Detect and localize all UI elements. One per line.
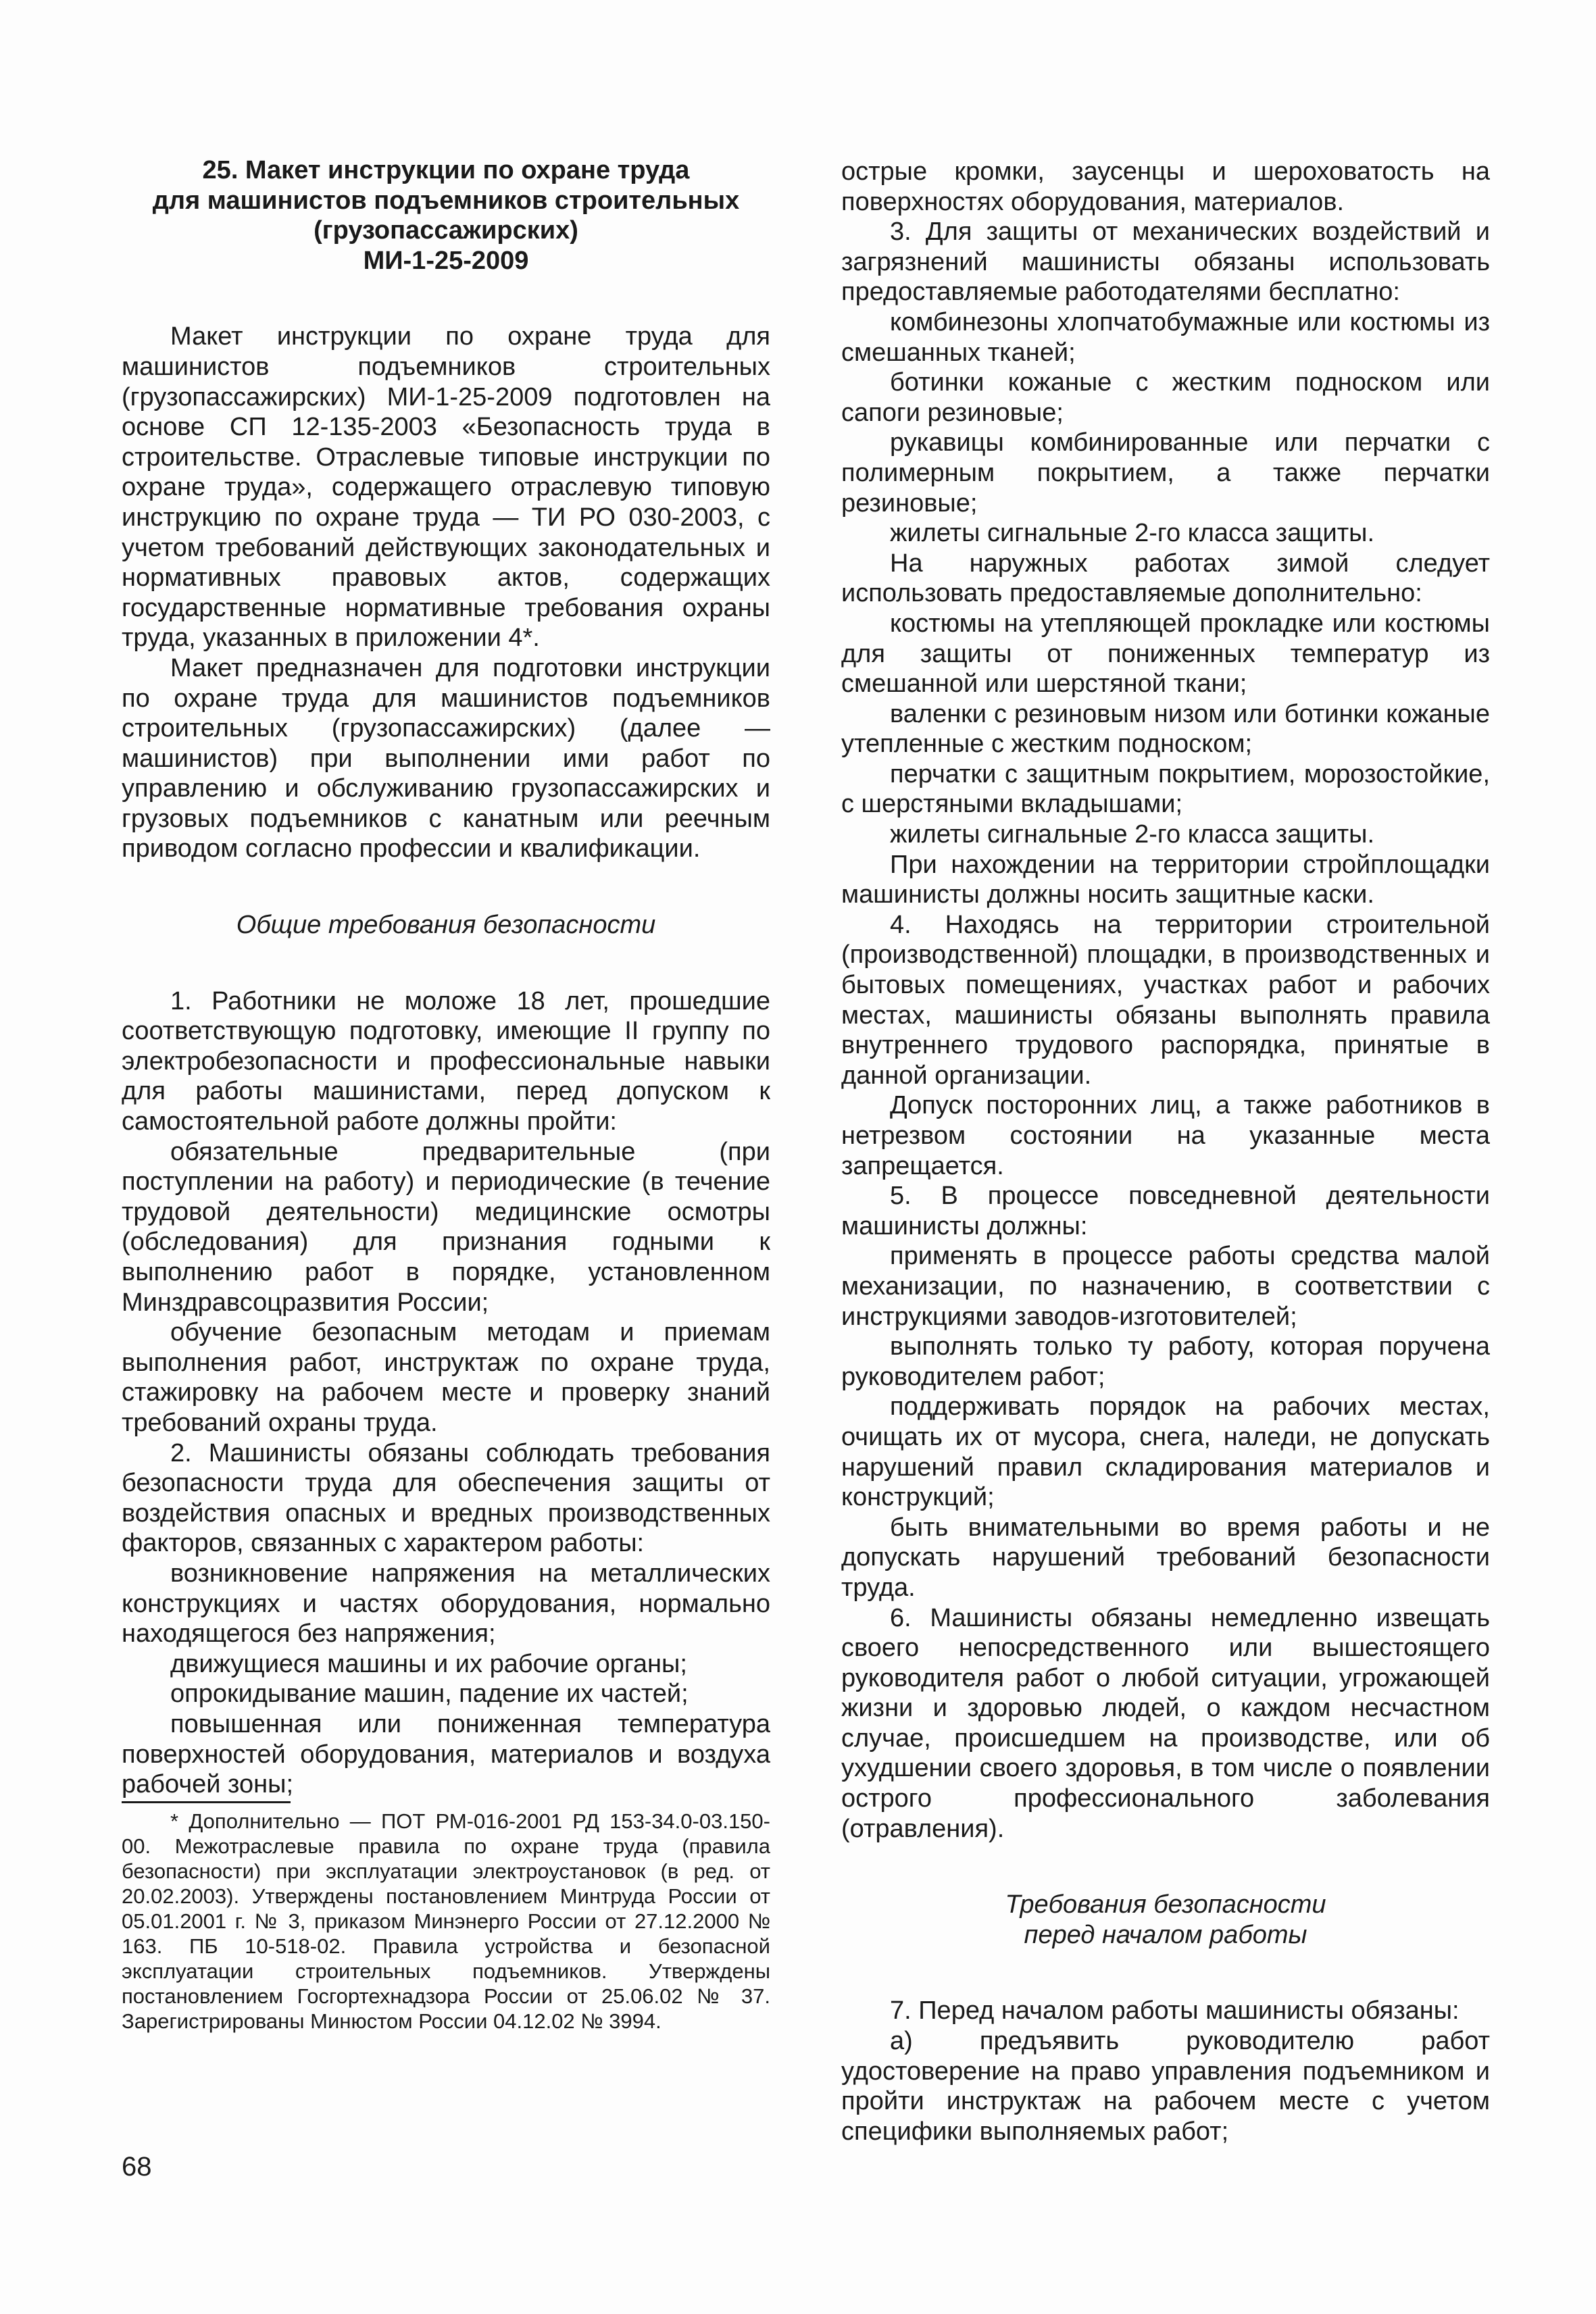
paragraph: перчатки с защитным покрытием, морозостойкие, с шерстяными вкладышами; — [841, 759, 1490, 819]
paragraph: костюмы на утепляющей прокладке или костюмы для защиты от пониженных температур из смешанной или шерстяной ткани; — [841, 609, 1490, 699]
footnote-text: * Дополнительно — ПОТ РМ-016-2001 РД 153-34.0-03.150-00. Межотраслевые правила по охране труда (правила безопасности) при эксплуатации электроустановок (в ред. от 20.02.2003). Утверждены постановлением Минтруда России от 05.01.2001 г. № 3, приказом Минэнерго России от 27.12.2000 № 163. ПБ 10-518-02. Правила устройства и безопасной эксплуатации строительных подъемников. Утверждены постановлением Госгортехнадзора России от 25.06.02 № 37. Зарегистрированы Минюстом России 04.12.02 № 3994. — [122, 1809, 770, 2033]
paragraph: 6. Машинисты обязаны немедленно извещать своего непосредственного или вышестоящего руководителя работ о любой ситуации, угрожающей жизни и здоровью людей, о каждом несчастном случае, происшедшем на производстве, или об ухудшении своего здоровья, в том числе о появлении острого профессионального заболевания (отравления). — [841, 1603, 1490, 1843]
paragraph: возникновение напряжения на металлических конструкциях и частях оборудования, нормально находящегося без напряжения; — [122, 1559, 770, 1649]
left-column — [122, 155, 770, 2034]
continuation-paragraph: острые кромки, заусенцы и шероховатость на поверхностях оборудования, материалов. — [841, 157, 1490, 216]
intro-paragraph: Макет инструкции по охране труда для машинистов подъемников строительных (грузопассажирских) МИ-1-25-2009 подготовлен на основе СП 12-135-2003 «Безопасность труда в строительстве. Отраслевые типовые инструкции по охране труда», содержащего отраслевую типовую инструкцию по охране труда — ТИ РО 030-2003, с учетом требований действующих законодательных и нормативных правовых актов, содержащих государственные нормативные требования охраны труда, указанных в приложении 4*. — [122, 322, 770, 653]
paragraph: Допуск посторонних лиц, а также работников в нетрезвом состоянии на указанные места запрещается. — [841, 1091, 1490, 1180]
paragraph: 3. Для защиты от механических воздействий и загрязнений машинисты обязаны использовать предоставляемые работодателями бесплатно: — [841, 218, 1490, 307]
paragraph: выполнять только ту работу, которая поручена руководителем работ; — [841, 1332, 1490, 1391]
paragraph: поддерживать порядок на рабочих местах, очищать их от мусора, снега, наледи, не допускать нарушений правил складирования материалов и конструкций; — [841, 1392, 1490, 1512]
paragraph: ботинки кожаные с жестким подноском или сапоги резиновые; — [841, 368, 1490, 427]
footnote-divider — [122, 1801, 291, 1803]
title-line: для машинистов подъемников строительных — [152, 186, 740, 215]
paragraph: 5. В процессе повседневной деятельности машинисты должны: — [841, 1182, 1490, 1240]
right-column — [841, 157, 1490, 2146]
paragraph: 2. Машинисты обязаны соблюдать требования безопасности труда для обеспечения защиты от воздействия опасных и вредных производственных факторов, связанных с характером работы: — [122, 1438, 770, 1558]
section-heading — [841, 1890, 1490, 1950]
title-line: (грузопассажирских) — [314, 216, 578, 245]
paragraph: комбинезоны хлопчатобумажные или костюмы из смешанных тканей; — [841, 307, 1490, 367]
page-number: 68 — [122, 2152, 152, 2182]
paragraph: рукавицы комбинированные или перчатки с полимерным покрытием, а также перчатки резиновые; — [841, 428, 1490, 518]
footnote — [122, 1809, 770, 2034]
title-line: МИ-1-25-2009 — [363, 246, 529, 275]
intro-paragraph: Макет предназначен для подготовки инструкции по охране труда для машинистов подъемников строительных (грузопассажирских) (далее — машинистов) при выполнении ими работ по управлению и обслуживанию грузопассажирских и грузовых подъемников с канатным или реечным приводом согласно профессии и квалификации. — [122, 653, 770, 863]
paragraph: движущиеся машины и их рабочие органы; — [170, 1649, 687, 1678]
paragraph: При нахождении на территории стройплощадки машинисты должны носить защитные каски. — [841, 850, 1490, 909]
document-title — [122, 155, 770, 276]
section-heading-line: Требования безопасности — [1005, 1890, 1326, 1919]
paragraph: 7. Перед началом работы машинисты обязаны: — [890, 1996, 1460, 2026]
paragraph: валенки с резиновым низом или ботинки кожаные утепленные с жестким подноском; — [841, 699, 1490, 759]
paragraph: обязательные предварительные (при поступлении на работу) и периодические (в течение трудовой деятельности) медицинские осмотры (обследования) для признания годными к выполнению работ в порядке, установленном Минздравсоцразвития России; — [122, 1137, 770, 1317]
paragraph: 1. Работники не моложе 18 лет, прошедшие соответствующую подготовку, имеющие II группу по электробезопасности и профессиональные навыки для работы машинистами, перед допуском к самостоятельной работе должны пройти: — [122, 986, 770, 1136]
paragraph: жилеты сигнальные 2-го класса защиты. — [890, 820, 1375, 849]
paragraph: быть внимательными во время работы и не допускать нарушений требований безопасности труда. — [841, 1513, 1490, 1602]
title-line: 25. Макет инструкции по охране труда — [202, 156, 690, 184]
paragraph: 4. Находясь на территории строительной (производственной) площадки, в производственных и бытовых помещениях, участках работ и рабочих местах, машинисты обязаны выполнять правила внутреннего трудового распорядка, принятые в данной организации. — [841, 910, 1490, 1090]
paragraph: На наружных работах зимой следует использовать предоставляемые дополнительно: — [841, 549, 1490, 608]
paragraph: обучение безопасным методам и приемам выполнения работ, инструктаж по охране труда, стажировку на рабочем месте и проверку знаний требований охраны труда. — [122, 1318, 770, 1437]
paragraph: повышенная или пониженная температура поверхностей оборудования, материалов и воздуха рабочей зоны; — [122, 1709, 770, 1799]
section-heading: Общие требования безопасности — [236, 911, 656, 940]
paragraph: применять в процессе работы средства малой механизации, по назначению, в соответствии с инструкциями заводов-изготовителей; — [841, 1242, 1490, 1331]
paragraph: а) предъявить руководителю работ удостоверение на право управления подъемником и пройти инструктаж на рабочем месте с учетом специфики выполняемых работ; — [841, 2027, 1490, 2146]
paragraph: опрокидывание машин, падение их частей; — [170, 1680, 689, 1709]
section-heading-line: перед началом работы — [1024, 1920, 1307, 1949]
paragraph: жилеты сигнальные 2-го класса защиты. — [890, 519, 1375, 548]
